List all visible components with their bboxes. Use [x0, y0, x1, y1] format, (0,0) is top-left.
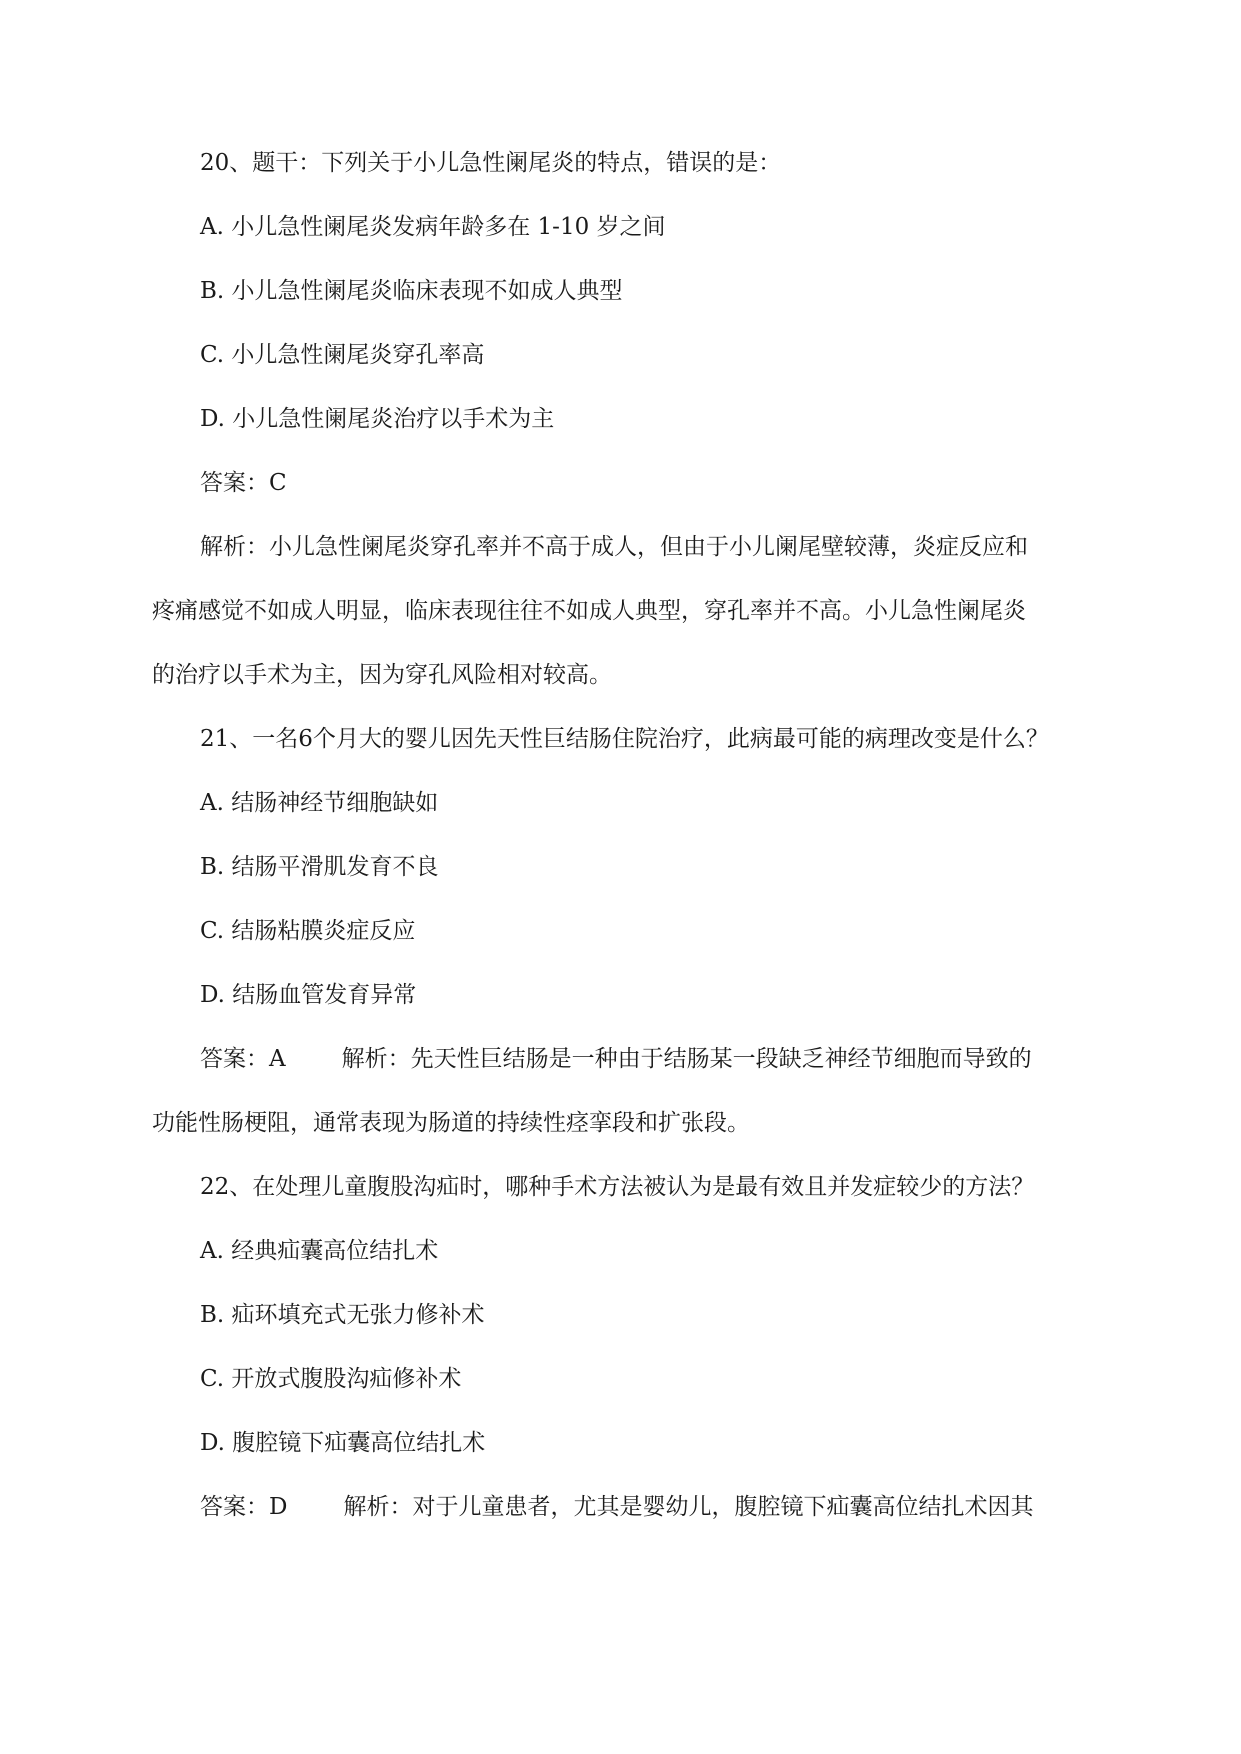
question-22-analysis-line-1: 解析：对于儿童患者，尤其是婴幼儿，腹腔镜下疝囊高位结扎术因其 — [343, 1494, 1034, 1520]
question-21-option-b: B. 结肠平滑肌发育不良 — [200, 854, 439, 880]
question-21-answer: 答案：A — [200, 1046, 286, 1072]
question-20-option-d: D. 小儿急性阑尾炎治疗以手术为主 — [200, 406, 555, 432]
question-22-option-d: D. 腹腔镜下疝囊高位结扎术 — [200, 1430, 486, 1456]
question-20-analysis-line-3: 的治疗以手术为主，因为穿孔风险相对较高。 — [152, 662, 612, 688]
question-20-option-a: A. 小儿急性阑尾炎发病年龄多在 1-10 岁之间 — [200, 214, 666, 240]
question-20-option-b: B. 小儿急性阑尾炎临床表现不如成人典型 — [200, 278, 623, 304]
question-21-answer-row — [200, 1044, 1032, 1074]
question-20-analysis-line-1: 解析：小儿急性阑尾炎穿孔率并不高于成人，但由于小儿阑尾壁较薄，炎症反应和 — [200, 534, 1028, 560]
question-21-option-d: D. 结肠血管发育异常 — [200, 982, 417, 1008]
question-20-stem: 20、题干：下列关于小儿急性阑尾炎的特点，错误的是： — [200, 150, 782, 176]
question-21-analysis-line-1: 解析：先天性巨结肠是一种由于结肠某一段缺乏神经节细胞而导致的 — [341, 1046, 1032, 1072]
question-21-option-c: C. 结肠粘膜炎症反应 — [200, 918, 416, 944]
question-22-option-c: C. 开放式腹股沟疝修补术 — [200, 1366, 462, 1392]
question-21-option-a: A. 结肠神经节细胞缺如 — [200, 790, 439, 816]
question-21-stem: 21、一名6个月大的婴儿因先天性巨结肠住院治疗，此病最可能的病理改变是什么？ — [200, 726, 1049, 752]
question-22-stem: 22、在处理儿童腹股沟疝时，哪种手术方法被认为是最有效且并发症较少的方法？ — [200, 1174, 1035, 1200]
question-22-option-a: A. 经典疝囊高位结扎术 — [200, 1238, 439, 1264]
question-20-answer: 答案：C — [200, 470, 287, 496]
question-21-analysis-line-2: 功能性肠梗阻，通常表现为肠道的持续性痉挛段和扩张段。 — [152, 1110, 750, 1136]
question-20-option-c: C. 小儿急性阑尾炎穿孔率高 — [200, 342, 485, 368]
question-22-option-b: B. 疝环填充式无张力修补术 — [200, 1302, 485, 1328]
question-22-answer-row — [200, 1492, 1033, 1522]
question-20-analysis-line-2: 疼痛感觉不如成人明显，临床表现往往不如成人典型，穿孔率并不高。小儿急性阑尾炎 — [152, 598, 1026, 624]
question-22-answer: 答案：D — [200, 1494, 288, 1520]
